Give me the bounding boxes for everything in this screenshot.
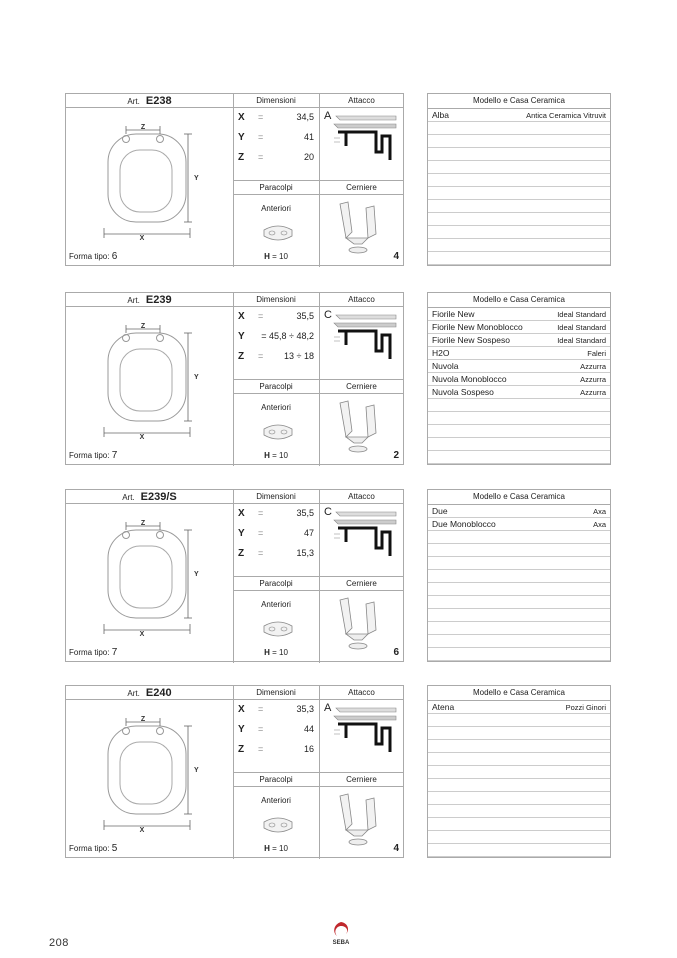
hinge-icon [332, 198, 382, 258]
model-row [428, 596, 610, 609]
model-brand: Azzurra [580, 388, 606, 397]
dim-value-y: = 45,8 ÷ 48,2 [261, 331, 314, 341]
dim-row-x [238, 505, 314, 523]
model-row [428, 570, 610, 583]
model-row [428, 252, 610, 265]
dim-value-z: 16 [303, 744, 314, 754]
model-row [428, 438, 610, 451]
product-block [65, 292, 611, 466]
model-row [428, 766, 610, 779]
bumper-icon [258, 222, 298, 244]
attacco-letter: A [324, 702, 332, 714]
model-row [428, 557, 610, 570]
h-value [233, 252, 319, 261]
models-table [427, 292, 611, 465]
dimensioni-header: Dimensioni [233, 94, 319, 108]
article-code: E239 [145, 294, 172, 306]
model-row [428, 583, 610, 596]
dimensioni-header: Dimensioni [233, 490, 319, 504]
models-rows [428, 701, 610, 857]
model-row [428, 412, 610, 425]
model-row [428, 844, 610, 857]
article-header [66, 490, 233, 504]
dim-label-y: Y [238, 724, 245, 735]
logo-text: SEBA [332, 940, 350, 946]
model-row [428, 226, 610, 239]
forma-value: 5 [111, 843, 118, 854]
dim-label-z: Z [238, 744, 245, 755]
attacco-header: Attacco [319, 293, 404, 307]
dim-eq: = [258, 351, 264, 361]
h-label: H [264, 844, 270, 853]
dim-value-x: 34,5 [296, 112, 314, 122]
product-block [65, 93, 611, 267]
model-name: Nuvola Sospeso [432, 387, 494, 397]
article-header [66, 293, 233, 307]
cerniere-label: Cerniere [346, 775, 377, 784]
z-axis-label: Z [140, 323, 146, 330]
cerniere-label: Cerniere [346, 382, 377, 391]
h-label: H [264, 648, 270, 657]
dim-label-x: X [238, 704, 245, 715]
model-row [428, 373, 610, 386]
model-row [428, 753, 610, 766]
dim-value-z: 15,3 [296, 548, 314, 558]
model-name: Fiorile New Sospeso [432, 335, 510, 345]
page-number: 208 [49, 937, 69, 949]
attacco-diagram [330, 508, 400, 568]
article-header [66, 686, 233, 700]
attacco-header: Attacco [319, 686, 404, 700]
z-axis-label: Z [140, 520, 146, 527]
models-table [427, 489, 611, 662]
anteriori-label: Anteriori [261, 204, 291, 213]
dim-label-z: Z [238, 351, 245, 362]
hinge-icon [332, 397, 382, 457]
models-header: Modello e Casa Ceramica [428, 490, 610, 505]
forma-tipo [69, 450, 117, 461]
model-row [428, 740, 610, 753]
article-code: E238 [145, 95, 172, 107]
hinge-number: 4 [393, 843, 399, 854]
h-label: H [264, 451, 270, 460]
cerniere-label: Cerniere [346, 579, 377, 588]
model-name: H2O [432, 348, 450, 358]
attacco-letter: A [324, 110, 332, 122]
model-brand: Azzurra [580, 375, 606, 384]
dim-row-z [238, 741, 314, 759]
model-row [428, 505, 610, 518]
model-row [428, 451, 610, 464]
hinge-number: 2 [393, 450, 399, 461]
model-row [428, 727, 610, 740]
paracolpi-label: Paracolpi [259, 579, 293, 588]
art-label: Art. [122, 493, 135, 502]
article-code: E239/S [140, 491, 177, 503]
article-code: E240 [145, 687, 172, 699]
model-row [428, 648, 610, 661]
dim-eq: = [258, 548, 264, 558]
dim-row-z [238, 348, 314, 366]
attacco-header: Attacco [319, 94, 404, 108]
anteriori-label: Anteriori [261, 600, 291, 609]
model-row [428, 805, 610, 818]
forma-tipo [69, 647, 117, 658]
model-row [428, 425, 610, 438]
model-row [428, 161, 610, 174]
dim-eq: = [258, 744, 264, 754]
dim-row-x [238, 701, 314, 719]
h-label: H [264, 252, 270, 261]
model-brand: Ideal Standard [557, 323, 606, 332]
dim-label-x: X [238, 112, 245, 123]
h-number: = 10 [272, 451, 288, 460]
forma-value: 7 [111, 450, 118, 461]
model-row [428, 135, 610, 148]
model-row [428, 609, 610, 622]
model-row [428, 544, 610, 557]
dim-value-z: 20 [303, 152, 314, 162]
product-block [65, 489, 611, 663]
model-row [428, 635, 610, 648]
z-axis-label: Z [140, 716, 146, 723]
h-value [233, 648, 319, 657]
dim-row-y [238, 328, 314, 346]
model-brand: Faleri [587, 349, 606, 358]
product-block [65, 685, 611, 859]
attacco-diagram [330, 704, 400, 764]
art-label: Art. [127, 97, 140, 106]
model-row [428, 308, 610, 321]
model-row [428, 239, 610, 252]
dimensioni-header: Dimensioni [233, 293, 319, 307]
bumper-icon [258, 814, 298, 836]
model-row [428, 109, 610, 122]
x-axis-label: X [139, 827, 145, 834]
model-name: Due [432, 506, 448, 516]
dim-label-y: Y [238, 331, 245, 342]
models-header: Modello e Casa Ceramica [428, 686, 610, 701]
h-number: = 10 [272, 252, 288, 261]
forma-label: Forma tipo: [69, 648, 110, 657]
y-axis-label: Y [194, 571, 199, 578]
dim-eq: = [258, 704, 264, 714]
model-row [428, 321, 610, 334]
forma-value: 7 [111, 647, 118, 658]
models-rows [428, 308, 610, 464]
model-row [428, 386, 610, 399]
dim-value-x: 35,3 [296, 704, 314, 714]
hinge-icon [332, 594, 382, 654]
bumper-icon [258, 421, 298, 443]
y-axis-label: Y [194, 374, 199, 381]
model-row [428, 531, 610, 544]
h-number: = 10 [272, 844, 288, 853]
bumper-icon [258, 618, 298, 640]
forma-tipo [69, 251, 117, 262]
model-row [428, 360, 610, 373]
model-brand: Ideal Standard [557, 310, 606, 319]
dim-label-z: Z [238, 152, 245, 163]
x-axis-label: X [139, 235, 145, 242]
model-name: Fiorile New [432, 309, 475, 319]
dim-row-z [238, 149, 314, 167]
model-row [428, 779, 610, 792]
model-name: Fiorile New Monoblocco [432, 322, 523, 332]
dimensioni-header: Dimensioni [233, 686, 319, 700]
models-rows [428, 505, 610, 661]
dim-label-x: X [238, 311, 245, 322]
product-card [65, 685, 404, 858]
dim-row-y [238, 721, 314, 739]
seat-drawing [96, 112, 246, 252]
art-label: Art. [127, 296, 140, 305]
model-row [428, 187, 610, 200]
forma-label: Forma tipo: [69, 252, 110, 261]
h-value [233, 844, 319, 853]
model-row [428, 148, 610, 161]
model-row [428, 792, 610, 805]
model-brand: Azzurra [580, 362, 606, 371]
seat-drawing [96, 704, 246, 844]
hinge-icon [332, 790, 382, 850]
model-row [428, 701, 610, 714]
z-axis-label: Z [140, 124, 146, 131]
attacco-header: Attacco [319, 490, 404, 504]
model-name: Alba [432, 110, 450, 120]
model-row [428, 818, 610, 831]
dim-label-y: Y [238, 528, 245, 539]
hinge-number: 6 [393, 647, 399, 658]
models-rows [428, 109, 610, 265]
dim-eq: = [258, 528, 264, 538]
model-name: Nuvola Monoblocco [432, 374, 507, 384]
dim-eq: = [258, 112, 264, 122]
models-header: Modello e Casa Ceramica [428, 94, 610, 109]
dim-value-y: 44 [303, 724, 314, 734]
y-axis-label: Y [194, 767, 199, 774]
art-label: Art. [127, 689, 140, 698]
dim-label-x: X [238, 508, 245, 519]
model-row [428, 334, 610, 347]
dim-row-x [238, 308, 314, 326]
model-name: Atena [432, 702, 455, 712]
dim-value-y: 47 [303, 528, 314, 538]
model-row [428, 200, 610, 213]
model-row [428, 831, 610, 844]
product-card [65, 292, 404, 465]
cerniere-label: Cerniere [346, 183, 377, 192]
anteriori-label: Anteriori [261, 796, 291, 805]
model-row [428, 174, 610, 187]
model-row [428, 122, 610, 135]
dim-eq: = [258, 311, 264, 321]
models-header: Modello e Casa Ceramica [428, 293, 610, 308]
dim-eq: = [258, 724, 264, 734]
forma-value: 6 [111, 251, 118, 262]
product-card [65, 93, 404, 266]
hinge-number: 4 [393, 251, 399, 262]
dim-value-y: 41 [303, 132, 314, 142]
attacco-diagram [330, 112, 400, 172]
model-row [428, 347, 610, 360]
dim-eq: = [258, 508, 264, 518]
model-name: Due Monoblocco [432, 519, 496, 529]
model-row [428, 518, 610, 531]
forma-tipo [69, 843, 117, 854]
dim-row-y [238, 129, 314, 147]
model-row [428, 714, 610, 727]
anteriori-label: Anteriori [261, 403, 291, 412]
attacco-letter: C [324, 309, 332, 321]
dim-eq: = [258, 132, 264, 142]
model-brand: Pozzi Ginori [565, 703, 606, 712]
paracolpi-label: Paracolpi [259, 382, 293, 391]
y-axis-label: Y [194, 175, 199, 182]
model-row [428, 399, 610, 412]
dim-row-z [238, 545, 314, 563]
model-name: Nuvola [432, 361, 459, 371]
dim-row-y [238, 525, 314, 543]
model-row [428, 622, 610, 635]
paracolpi-label: Paracolpi [259, 775, 293, 784]
attacco-diagram [330, 311, 400, 371]
model-brand: Ideal Standard [557, 336, 606, 345]
dim-eq: = [258, 152, 264, 162]
attacco-letter: C [324, 506, 332, 518]
product-card [65, 489, 404, 662]
seat-drawing [96, 508, 246, 648]
article-header [66, 94, 233, 108]
paracolpi-label: Paracolpi [259, 183, 293, 192]
model-brand: Axa [593, 507, 606, 516]
x-axis-label: X [139, 434, 145, 441]
dim-value-x: 35,5 [296, 311, 314, 321]
forma-label: Forma tipo: [69, 844, 110, 853]
model-brand: Axa [593, 520, 606, 529]
dim-value-x: 35,5 [296, 508, 314, 518]
dim-label-y: Y [238, 132, 245, 143]
h-number: = 10 [272, 648, 288, 657]
models-table [427, 685, 611, 858]
model-row [428, 213, 610, 226]
models-table [427, 93, 611, 266]
forma-label: Forma tipo: [69, 451, 110, 460]
h-value [233, 451, 319, 460]
x-axis-label: X [139, 631, 145, 638]
dim-label-z: Z [238, 548, 245, 559]
dim-value-z: 13 ÷ 18 [284, 351, 314, 361]
model-brand: Antica Ceramica Vitruvit [526, 111, 606, 120]
seat-drawing [96, 311, 246, 451]
dim-row-x [238, 109, 314, 127]
